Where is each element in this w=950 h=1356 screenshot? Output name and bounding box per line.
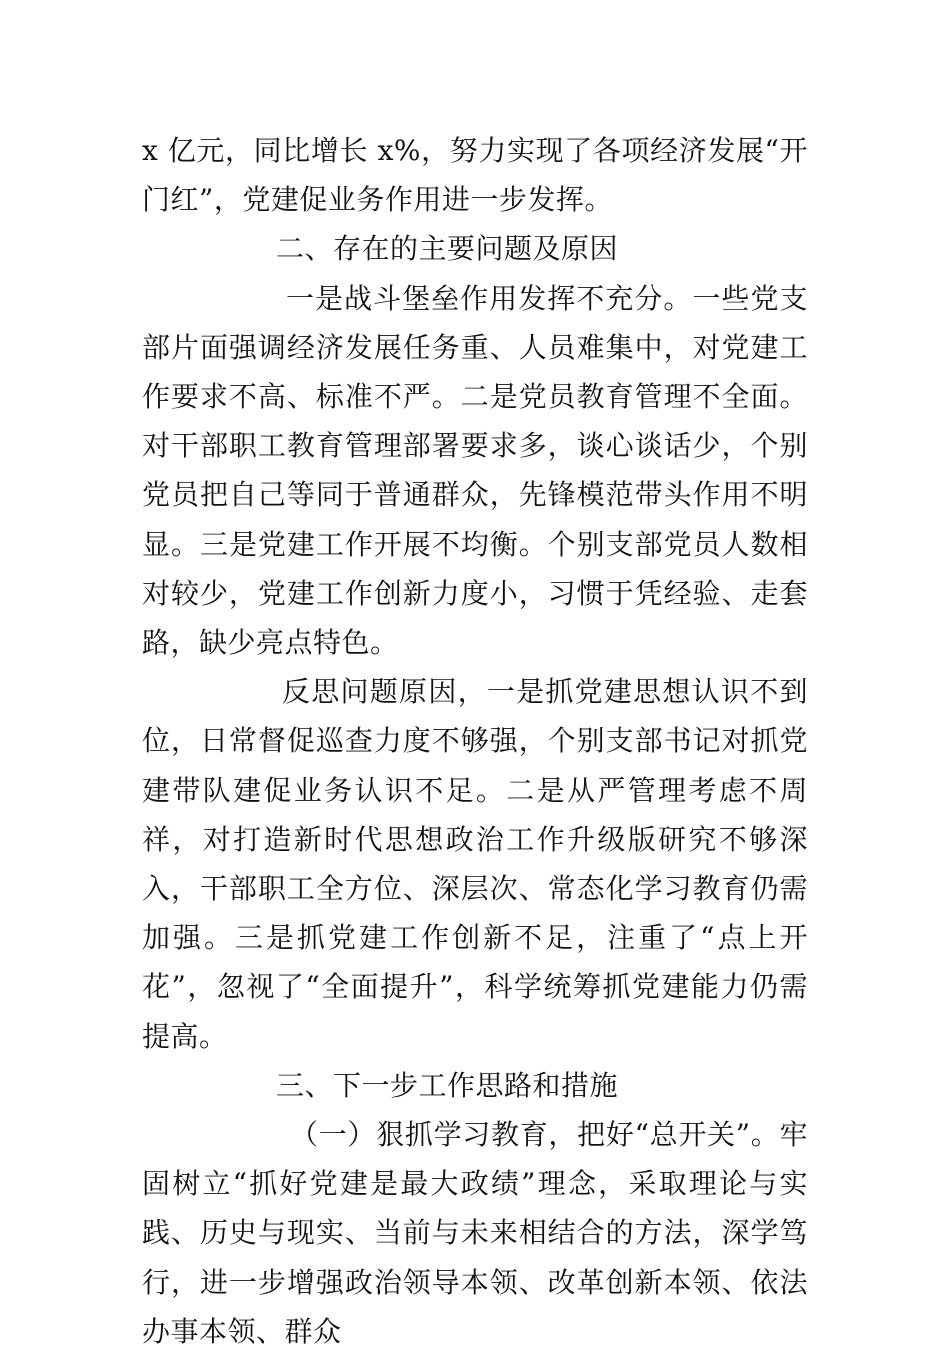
- paragraph-problems: 一是战斗堡垒作用发挥不充分。一些党支部片面强调经济发展任务重、人员难集中，对党建工作要求不高、标准不严。二是党员教育管理不全面。对干部职工教育管理部署要求多，谈心谈话少，个别党员把自己等同于普通群众，先锋模范带头作用不明显。三是党建工作开展不均衡。个别支部党员人数相对较少，党建工作创新力度小，习惯于凭经验、走套路，缺少亮点特色。: [142, 281, 808, 660]
- paragraph-continuation: x 亿元，同比增长 x%，努力实现了各项经济发展“开门红”，党建促业务作用进一步发挥。: [142, 134, 808, 217]
- paragraph-measures: （一）狠抓学习教育，把好“总开关”。牢固树立“抓好党建是最大政绩”理念，采取理论与实践、历史与现实、当前与未来相结合的方法，深学笃行，进一步增强政治领导本领、改革创新本领、依法办事本领、群众: [142, 1118, 808, 1348]
- section-heading-3: 三、下一步工作思路和措施: [276, 1068, 619, 1102]
- paragraph-reasons: 反思问题原因，一是抓党建思想认识不到位，日常督促巡查力度不够强，个别支部书记对抓党建带队建促业务认识不足。二是从严管理考虑不周祥，对打造新时代思想政治工作升级版研究不够深入，干部职工全方位、深层次、常态化学习教育仍需加强。三是抓党建工作创新不足，注重了“点上开花”，忽视了“全面提升”，科学统筹抓党建能力仍需提高。: [142, 675, 808, 1053]
- section-heading-2: 二、存在的主要问题及原因: [276, 232, 619, 266]
- document-body: [142, 126, 808, 1356]
